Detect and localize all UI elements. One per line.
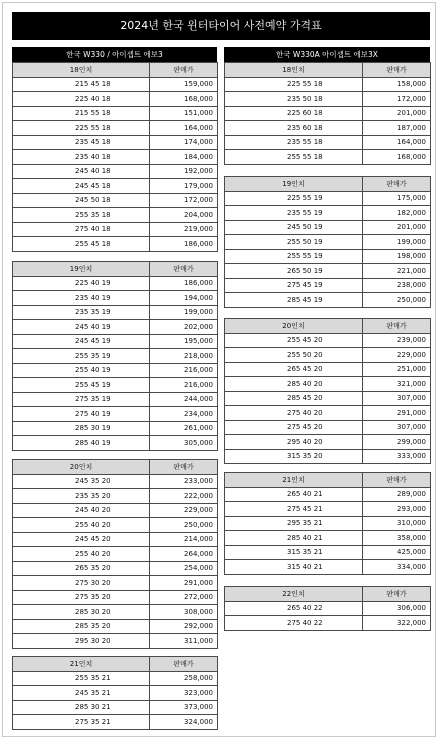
price-cell: 194,000 bbox=[150, 291, 218, 306]
size-column-header: 19인치 bbox=[13, 262, 150, 277]
table-row bbox=[225, 391, 431, 406]
table-row bbox=[13, 576, 218, 591]
table-row bbox=[13, 700, 218, 715]
table-row bbox=[225, 92, 431, 107]
price-cell: 172,000 bbox=[150, 193, 218, 208]
table-header-row bbox=[13, 63, 218, 78]
table-row bbox=[225, 264, 431, 279]
table-row bbox=[225, 135, 431, 150]
price-column-header: 판매가 bbox=[363, 473, 431, 488]
tire-size-cell: 215 55 18 bbox=[13, 106, 150, 121]
tire-size-cell: 235 45 18 bbox=[13, 135, 150, 150]
table-row bbox=[13, 121, 218, 136]
tire-size-cell: 255 35 21 bbox=[13, 671, 150, 686]
price-cell: 195,000 bbox=[150, 334, 218, 349]
tire-size-cell: 235 60 18 bbox=[225, 121, 363, 136]
price-cell: 164,000 bbox=[363, 135, 431, 150]
tire-size-cell: 275 40 19 bbox=[13, 407, 150, 422]
table-header-row bbox=[225, 63, 431, 78]
price-cell: 289,000 bbox=[363, 487, 431, 502]
tire-size-cell: 295 35 21 bbox=[225, 516, 363, 531]
tire-size-cell: 295 30 20 bbox=[13, 634, 150, 649]
price-cell: 221,000 bbox=[363, 264, 431, 279]
table-header-row bbox=[13, 657, 218, 672]
tire-size-cell: 225 55 18 bbox=[13, 121, 150, 136]
tire-size-cell: 235 50 18 bbox=[225, 92, 363, 107]
table-row bbox=[13, 590, 218, 605]
price-cell: 291,000 bbox=[150, 576, 218, 591]
table-row bbox=[13, 715, 218, 730]
table-row bbox=[225, 191, 431, 206]
tire-size-cell: 245 35 21 bbox=[13, 686, 150, 701]
tire-size-cell: 225 60 18 bbox=[225, 106, 363, 121]
price-cell: 219,000 bbox=[150, 222, 218, 237]
price-cell: 334,000 bbox=[363, 560, 431, 575]
price-cell: 201,000 bbox=[363, 106, 431, 121]
tire-size-cell: 235 40 18 bbox=[13, 150, 150, 165]
price-cell: 234,000 bbox=[150, 407, 218, 422]
price-column-header: 판매가 bbox=[150, 63, 218, 78]
table-row bbox=[225, 206, 431, 221]
tire-size-cell: 275 35 21 bbox=[13, 715, 150, 730]
size-column-header: 21인치 bbox=[13, 657, 150, 672]
left-table-1 bbox=[12, 261, 218, 451]
table-row bbox=[13, 363, 218, 378]
tire-size-cell: 315 40 21 bbox=[225, 560, 363, 575]
table-row bbox=[225, 487, 431, 502]
size-column-header: 18인치 bbox=[225, 63, 363, 78]
table-row bbox=[225, 362, 431, 377]
size-column-header: 20인치 bbox=[225, 319, 363, 334]
price-cell: 168,000 bbox=[150, 92, 218, 107]
price-cell: 204,000 bbox=[150, 208, 218, 223]
price-column-header: 판매가 bbox=[363, 177, 431, 192]
tire-size-cell: 255 35 19 bbox=[13, 349, 150, 364]
price-cell: 184,000 bbox=[150, 150, 218, 165]
price-cell: 305,000 bbox=[150, 436, 218, 451]
price-cell: 307,000 bbox=[363, 420, 431, 435]
table-row bbox=[13, 421, 218, 436]
tire-size-cell: 255 40 20 bbox=[13, 547, 150, 562]
tire-size-cell: 275 45 19 bbox=[225, 278, 363, 293]
tire-size-cell: 285 40 20 bbox=[225, 377, 363, 392]
left-table-3 bbox=[12, 656, 218, 730]
table-row bbox=[225, 150, 431, 165]
table-row bbox=[225, 77, 431, 92]
table-row bbox=[225, 220, 431, 235]
tire-size-cell: 255 45 19 bbox=[13, 378, 150, 393]
table-row bbox=[225, 449, 431, 464]
price-cell: 159,000 bbox=[150, 77, 218, 92]
table-row bbox=[13, 503, 218, 518]
tire-size-cell: 285 35 20 bbox=[13, 619, 150, 634]
table-row bbox=[13, 320, 218, 335]
tire-size-cell: 275 40 18 bbox=[13, 222, 150, 237]
price-column-header: 판매가 bbox=[363, 319, 431, 334]
price-cell: 168,000 bbox=[363, 150, 431, 165]
tire-size-cell: 295 40 20 bbox=[225, 435, 363, 450]
table-row bbox=[13, 106, 218, 121]
price-column-header: 판매가 bbox=[150, 460, 218, 475]
price-cell: 172,000 bbox=[363, 92, 431, 107]
tire-size-cell: 245 45 19 bbox=[13, 334, 150, 349]
table-row bbox=[225, 560, 431, 575]
table-row bbox=[225, 516, 431, 531]
tire-size-cell: 275 30 20 bbox=[13, 576, 150, 591]
table-row bbox=[13, 92, 218, 107]
price-cell: 258,000 bbox=[150, 671, 218, 686]
price-cell: 306,000 bbox=[363, 601, 431, 616]
price-cell: 251,000 bbox=[363, 362, 431, 377]
table-row bbox=[225, 406, 431, 421]
table-row bbox=[225, 235, 431, 250]
price-cell: 151,000 bbox=[150, 106, 218, 121]
table-row bbox=[13, 291, 218, 306]
table-row bbox=[13, 349, 218, 364]
right-table-3 bbox=[224, 472, 431, 575]
price-cell: 358,000 bbox=[363, 531, 431, 546]
price-cell: 201,000 bbox=[363, 220, 431, 235]
table-row bbox=[13, 686, 218, 701]
table-row bbox=[13, 237, 218, 252]
price-cell: 425,000 bbox=[363, 545, 431, 560]
table-row bbox=[225, 601, 431, 616]
table-row bbox=[13, 208, 218, 223]
table-row bbox=[13, 532, 218, 547]
price-cell: 175,000 bbox=[363, 191, 431, 206]
tire-size-cell: 275 45 20 bbox=[225, 420, 363, 435]
tire-size-cell: 225 40 18 bbox=[13, 92, 150, 107]
table-row bbox=[13, 135, 218, 150]
price-column-header: 판매가 bbox=[150, 657, 218, 672]
tire-size-cell: 285 30 20 bbox=[13, 605, 150, 620]
table-row bbox=[13, 276, 218, 291]
price-cell: 250,000 bbox=[150, 518, 218, 533]
table-row bbox=[225, 333, 431, 348]
table-header-row bbox=[13, 262, 218, 277]
price-cell: 164,000 bbox=[150, 121, 218, 136]
tire-size-cell: 225 40 19 bbox=[13, 276, 150, 291]
right-table-0 bbox=[224, 62, 431, 165]
price-cell: 222,000 bbox=[150, 489, 218, 504]
tire-size-cell: 285 30 21 bbox=[13, 700, 150, 715]
tire-size-cell: 285 45 19 bbox=[225, 293, 363, 308]
table-row bbox=[13, 193, 218, 208]
table-row bbox=[225, 121, 431, 136]
table-row bbox=[13, 77, 218, 92]
size-column-header: 21인치 bbox=[225, 473, 363, 488]
price-cell: 264,000 bbox=[150, 547, 218, 562]
table-row bbox=[225, 420, 431, 435]
table-row bbox=[13, 392, 218, 407]
price-cell: 233,000 bbox=[150, 474, 218, 489]
table-row bbox=[225, 435, 431, 450]
price-column-header: 판매가 bbox=[363, 587, 431, 602]
table-row bbox=[13, 436, 218, 451]
table-row bbox=[13, 547, 218, 562]
table-row bbox=[13, 407, 218, 422]
price-cell: 272,000 bbox=[150, 590, 218, 605]
tire-size-cell: 255 50 19 bbox=[225, 235, 363, 250]
price-cell: 179,000 bbox=[150, 179, 218, 194]
price-cell: 324,000 bbox=[150, 715, 218, 730]
size-column-header: 19인치 bbox=[225, 177, 363, 192]
table-row bbox=[13, 179, 218, 194]
price-cell: 323,000 bbox=[150, 686, 218, 701]
tire-size-cell: 255 40 20 bbox=[13, 518, 150, 533]
price-cell: 186,000 bbox=[150, 237, 218, 252]
tire-size-cell: 265 35 20 bbox=[13, 561, 150, 576]
table-header-row bbox=[225, 177, 431, 192]
table-header-row bbox=[225, 319, 431, 334]
table-header-row bbox=[225, 587, 431, 602]
tire-size-cell: 215 45 18 bbox=[13, 77, 150, 92]
price-cell: 373,000 bbox=[150, 700, 218, 715]
tire-size-cell: 255 55 19 bbox=[225, 249, 363, 264]
tire-size-cell: 235 55 18 bbox=[225, 135, 363, 150]
tire-size-cell: 285 40 21 bbox=[225, 531, 363, 546]
tire-size-cell: 275 35 19 bbox=[13, 392, 150, 407]
tire-size-cell: 255 55 18 bbox=[225, 150, 363, 165]
table-header-row bbox=[13, 460, 218, 475]
tire-size-cell: 245 40 18 bbox=[13, 164, 150, 179]
price-cell: 293,000 bbox=[363, 502, 431, 517]
table-row bbox=[13, 305, 218, 320]
tire-size-cell: 285 40 19 bbox=[13, 436, 150, 451]
tire-size-cell: 255 45 20 bbox=[225, 333, 363, 348]
tire-size-cell: 285 30 19 bbox=[13, 421, 150, 436]
tire-size-cell: 275 35 20 bbox=[13, 590, 150, 605]
table-row bbox=[225, 545, 431, 560]
price-cell: 310,000 bbox=[363, 516, 431, 531]
price-cell: 239,000 bbox=[363, 333, 431, 348]
table-row bbox=[13, 518, 218, 533]
tire-size-cell: 225 55 19 bbox=[225, 191, 363, 206]
table-row bbox=[13, 474, 218, 489]
tire-size-cell: 235 35 19 bbox=[13, 305, 150, 320]
price-cell: 187,000 bbox=[363, 121, 431, 136]
tire-size-cell: 245 45 20 bbox=[13, 532, 150, 547]
table-row bbox=[13, 378, 218, 393]
table-row bbox=[13, 634, 218, 649]
price-cell: 321,000 bbox=[363, 377, 431, 392]
tire-size-cell: 245 40 19 bbox=[13, 320, 150, 335]
price-cell: 254,000 bbox=[150, 561, 218, 576]
price-cell: 192,000 bbox=[150, 164, 218, 179]
tire-size-cell: 245 50 19 bbox=[225, 220, 363, 235]
tire-size-cell: 255 45 18 bbox=[13, 237, 150, 252]
tire-size-cell: 285 45 20 bbox=[225, 391, 363, 406]
price-cell: 261,000 bbox=[150, 421, 218, 436]
table-row bbox=[225, 616, 431, 631]
price-cell: 322,000 bbox=[363, 616, 431, 631]
price-cell: 238,000 bbox=[363, 278, 431, 293]
price-cell: 174,000 bbox=[150, 135, 218, 150]
tire-size-cell: 315 35 20 bbox=[225, 449, 363, 464]
table-row bbox=[225, 502, 431, 517]
table-row bbox=[225, 293, 431, 308]
price-cell: 229,000 bbox=[363, 348, 431, 363]
size-column-header: 20인치 bbox=[13, 460, 150, 475]
tire-size-cell: 275 45 21 bbox=[225, 502, 363, 517]
table-row bbox=[13, 150, 218, 165]
price-cell: 216,000 bbox=[150, 378, 218, 393]
tire-size-cell: 235 55 19 bbox=[225, 206, 363, 221]
table-header-row bbox=[225, 473, 431, 488]
tire-size-cell: 265 40 22 bbox=[225, 601, 363, 616]
price-cell: 182,000 bbox=[363, 206, 431, 221]
table-row bbox=[13, 334, 218, 349]
table-row bbox=[13, 489, 218, 504]
price-cell: 186,000 bbox=[150, 276, 218, 291]
price-cell: 244,000 bbox=[150, 392, 218, 407]
price-column-header: 판매가 bbox=[150, 262, 218, 277]
table-row bbox=[225, 249, 431, 264]
tire-size-cell: 265 40 21 bbox=[225, 487, 363, 502]
price-cell: 291,000 bbox=[363, 406, 431, 421]
price-cell: 158,000 bbox=[363, 77, 431, 92]
tire-size-cell: 255 50 20 bbox=[225, 348, 363, 363]
price-cell: 202,000 bbox=[150, 320, 218, 335]
table-row bbox=[13, 222, 218, 237]
left-brand-header: 한국 W330 / 아이셉트 에보3 bbox=[12, 47, 217, 62]
left-table-0 bbox=[12, 62, 218, 252]
table-row bbox=[225, 531, 431, 546]
tire-size-cell: 255 35 18 bbox=[13, 208, 150, 223]
right-table-4 bbox=[224, 586, 431, 631]
tire-size-cell: 245 50 18 bbox=[13, 193, 150, 208]
price-cell: 250,000 bbox=[363, 293, 431, 308]
left-table-2 bbox=[12, 459, 218, 649]
right-brand-header: 한국 W330A 아이셉트 에보3X bbox=[224, 47, 430, 62]
size-column-header: 22인치 bbox=[225, 587, 363, 602]
price-cell: 214,000 bbox=[150, 532, 218, 547]
price-cell: 199,000 bbox=[363, 235, 431, 250]
price-cell: 307,000 bbox=[363, 391, 431, 406]
table-row bbox=[13, 605, 218, 620]
tire-size-cell: 265 45 20 bbox=[225, 362, 363, 377]
price-cell: 229,000 bbox=[150, 503, 218, 518]
tire-size-cell: 275 40 22 bbox=[225, 616, 363, 631]
page-title: 2024년 한국 윈터타이어 사전예약 가격표 bbox=[12, 12, 430, 40]
tire-size-cell: 235 40 19 bbox=[13, 291, 150, 306]
price-cell: 198,000 bbox=[363, 249, 431, 264]
tire-size-cell: 265 50 19 bbox=[225, 264, 363, 279]
tire-size-cell: 275 40 20 bbox=[225, 406, 363, 421]
table-row bbox=[225, 278, 431, 293]
price-cell: 216,000 bbox=[150, 363, 218, 378]
right-table-2 bbox=[224, 318, 431, 464]
price-cell: 333,000 bbox=[363, 449, 431, 464]
tire-size-cell: 245 35 20 bbox=[13, 474, 150, 489]
price-cell: 218,000 bbox=[150, 349, 218, 364]
table-row bbox=[225, 348, 431, 363]
table-row bbox=[13, 619, 218, 634]
right-table-1 bbox=[224, 176, 431, 308]
price-cell: 199,000 bbox=[150, 305, 218, 320]
price-cell: 308,000 bbox=[150, 605, 218, 620]
price-cell: 311,000 bbox=[150, 634, 218, 649]
tire-size-cell: 225 55 18 bbox=[225, 77, 363, 92]
price-column-header: 판매가 bbox=[363, 63, 431, 78]
tire-size-cell: 245 40 20 bbox=[13, 503, 150, 518]
tire-size-cell: 315 35 21 bbox=[225, 545, 363, 560]
price-cell: 292,000 bbox=[150, 619, 218, 634]
size-column-header: 18인치 bbox=[13, 63, 150, 78]
tire-size-cell: 245 45 18 bbox=[13, 179, 150, 194]
table-row bbox=[13, 561, 218, 576]
price-cell: 299,000 bbox=[363, 435, 431, 450]
table-row bbox=[225, 377, 431, 392]
tire-size-cell: 235 35 20 bbox=[13, 489, 150, 504]
table-row bbox=[13, 164, 218, 179]
tire-size-cell: 255 40 19 bbox=[13, 363, 150, 378]
table-row bbox=[225, 106, 431, 121]
table-row bbox=[13, 671, 218, 686]
